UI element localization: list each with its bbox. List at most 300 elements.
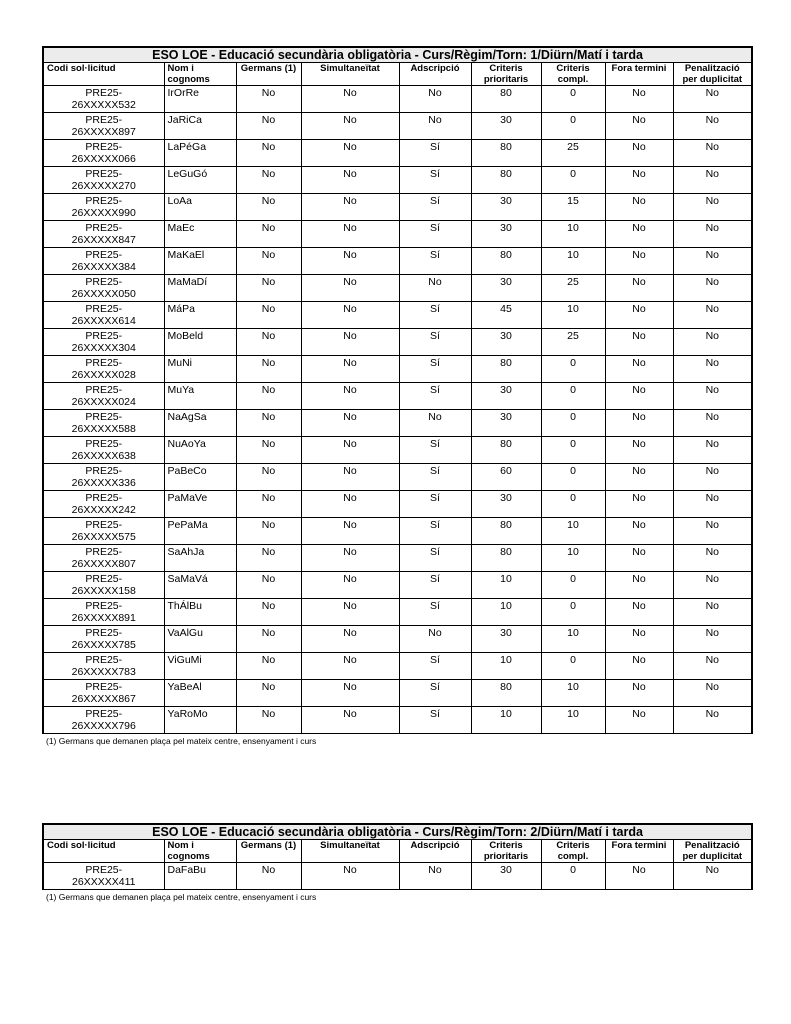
priority-criteria-cell: 45 xyxy=(471,302,541,329)
table-row xyxy=(43,248,752,275)
adscription-cell: Sí xyxy=(399,383,471,410)
duplicity-penalty-cell: No xyxy=(673,329,752,356)
request-code xyxy=(43,464,164,491)
applicant-name: LoAa xyxy=(164,194,236,221)
request-code-line: PRE25- xyxy=(85,411,123,423)
priority-criteria-cell: 10 xyxy=(471,707,541,734)
adscription-cell: Sí xyxy=(399,491,471,518)
table-row xyxy=(43,599,752,626)
applicant-name: VaAlGu xyxy=(164,626,236,653)
request-code xyxy=(43,302,164,329)
request-code-line: 26XXXXX336 xyxy=(71,477,136,489)
late-cell: No xyxy=(605,545,673,572)
request-code xyxy=(43,194,164,221)
late-cell: No xyxy=(605,518,673,545)
column-header: Codi sol·licitud xyxy=(43,840,164,863)
duplicity-penalty-cell: No xyxy=(673,680,752,707)
request-code xyxy=(43,140,164,167)
applicant-name: PaBeCo xyxy=(164,464,236,491)
column-header: Adscripció xyxy=(399,840,471,863)
request-code xyxy=(43,113,164,140)
applicant-name: JaRiCa xyxy=(164,113,236,140)
duplicity-penalty-cell: No xyxy=(673,707,752,734)
admission-table xyxy=(42,46,753,734)
applicant-name: ThÁlBu xyxy=(164,599,236,626)
adscription-cell: Sí xyxy=(399,599,471,626)
table-row xyxy=(43,680,752,707)
request-code-line: 26XXXXX158 xyxy=(71,585,136,597)
applicant-name: NuAoYa xyxy=(164,437,236,464)
siblings-cell: No xyxy=(236,383,301,410)
priority-criteria-cell: 30 xyxy=(471,410,541,437)
siblings-cell: No xyxy=(236,599,301,626)
column-header: Fora termini xyxy=(605,63,673,86)
complementary-criteria-cell: 0 xyxy=(541,410,605,437)
duplicity-penalty-cell: No xyxy=(673,464,752,491)
siblings-cell: No xyxy=(236,653,301,680)
applicant-name: YaBeAl xyxy=(164,680,236,707)
duplicity-penalty-cell: No xyxy=(673,167,752,194)
table-row xyxy=(43,275,752,302)
siblings-cell: No xyxy=(236,113,301,140)
late-cell: No xyxy=(605,491,673,518)
applicant-name: PePaMa xyxy=(164,518,236,545)
request-code xyxy=(43,221,164,248)
duplicity-penalty-cell: No xyxy=(673,437,752,464)
adscription-cell: No xyxy=(399,113,471,140)
request-code-line: 26XXXXX050 xyxy=(71,288,136,300)
request-code xyxy=(43,599,164,626)
complementary-criteria-cell: 0 xyxy=(541,653,605,680)
applicant-name: ViGuMi xyxy=(164,653,236,680)
request-code-line: 26XXXXX614 xyxy=(71,315,136,327)
priority-criteria-cell: 80 xyxy=(471,248,541,275)
column-header: Criteris compl. xyxy=(541,63,605,86)
siblings-cell: No xyxy=(236,572,301,599)
request-code-line: 26XXXXX532 xyxy=(71,99,136,111)
duplicity-penalty-cell: No xyxy=(673,545,752,572)
request-code-line: PRE25- xyxy=(85,438,123,450)
request-code-line: 26XXXXX847 xyxy=(71,234,136,246)
duplicity-penalty-cell: No xyxy=(673,275,752,302)
priority-criteria-cell: 30 xyxy=(471,221,541,248)
late-cell: No xyxy=(605,707,673,734)
table-body xyxy=(43,86,752,734)
priority-criteria-cell: 10 xyxy=(471,572,541,599)
simultaneity-cell: No xyxy=(301,86,399,113)
table-row xyxy=(43,410,752,437)
late-cell: No xyxy=(605,383,673,410)
complementary-criteria-cell: 25 xyxy=(541,275,605,302)
request-code-line: PRE25- xyxy=(85,708,123,720)
request-code xyxy=(43,572,164,599)
request-code-line: 26XXXXX304 xyxy=(71,342,136,354)
table-row xyxy=(43,518,752,545)
applicant-name: NaAgSa xyxy=(164,410,236,437)
late-cell: No xyxy=(605,275,673,302)
applicant-name: DaFaBu xyxy=(164,863,236,890)
request-code-line: 26XXXXX638 xyxy=(71,450,136,462)
siblings-cell: No xyxy=(236,437,301,464)
table-row xyxy=(43,707,752,734)
request-code-line: PRE25- xyxy=(85,249,123,261)
adscription-cell: Sí xyxy=(399,302,471,329)
siblings-cell: No xyxy=(236,86,301,113)
request-code-line: PRE25- xyxy=(85,168,123,180)
complementary-criteria-cell: 10 xyxy=(541,248,605,275)
simultaneity-cell: No xyxy=(301,113,399,140)
adscription-cell: Sí xyxy=(399,545,471,572)
request-code-line: PRE25- xyxy=(85,573,123,585)
table-row xyxy=(43,329,752,356)
simultaneity-cell: No xyxy=(301,248,399,275)
adscription-cell: Sí xyxy=(399,707,471,734)
adscription-cell: Sí xyxy=(399,221,471,248)
column-header: Germans (1) xyxy=(236,63,301,86)
duplicity-penalty-cell: No xyxy=(673,383,752,410)
section-title: ESO LOE - Educació secundària obligatòria - Curs/Règim/Torn: 2/Diürn/Matí i tarda xyxy=(43,824,752,840)
simultaneity-cell: No xyxy=(301,464,399,491)
request-code-line: 26XXXXX897 xyxy=(71,126,136,138)
adscription-cell: No xyxy=(399,626,471,653)
simultaneity-cell: No xyxy=(301,599,399,626)
duplicity-penalty-cell: No xyxy=(673,356,752,383)
priority-criteria-cell: 80 xyxy=(471,545,541,572)
priority-criteria-cell: 80 xyxy=(471,680,541,707)
siblings-cell: No xyxy=(236,140,301,167)
adscription-cell: Sí xyxy=(399,194,471,221)
complementary-criteria-cell: 0 xyxy=(541,572,605,599)
request-code-line: PRE25- xyxy=(85,384,123,396)
simultaneity-cell: No xyxy=(301,383,399,410)
column-header: Criteris compl. xyxy=(541,840,605,863)
complementary-criteria-cell: 0 xyxy=(541,491,605,518)
column-header: Germans (1) xyxy=(236,840,301,863)
complementary-criteria-cell: 0 xyxy=(541,383,605,410)
column-header-row xyxy=(43,63,752,86)
siblings-cell: No xyxy=(236,275,301,302)
priority-criteria-cell: 80 xyxy=(471,167,541,194)
simultaneity-cell: No xyxy=(301,167,399,194)
duplicity-penalty-cell: No xyxy=(673,863,752,890)
adscription-cell: Sí xyxy=(399,167,471,194)
priority-criteria-cell: 10 xyxy=(471,653,541,680)
request-code-line: PRE25- xyxy=(85,681,123,693)
adscription-cell: Sí xyxy=(399,356,471,383)
request-code-line: 26XXXXX028 xyxy=(71,369,136,381)
priority-criteria-cell: 30 xyxy=(471,329,541,356)
duplicity-penalty-cell: No xyxy=(673,140,752,167)
table-row xyxy=(43,491,752,518)
duplicity-penalty-cell: No xyxy=(673,302,752,329)
column-header: Nom i cognoms xyxy=(164,63,236,86)
table-row xyxy=(43,194,752,221)
simultaneity-cell: No xyxy=(301,572,399,599)
duplicity-penalty-cell: No xyxy=(673,518,752,545)
duplicity-penalty-cell: No xyxy=(673,248,752,275)
siblings-cell: No xyxy=(236,194,301,221)
request-code-line: 26XXXXX785 xyxy=(71,639,136,651)
priority-criteria-cell: 30 xyxy=(471,383,541,410)
table-row xyxy=(43,545,752,572)
request-code-line: 26XXXXX891 xyxy=(71,612,136,624)
request-code-line: PRE25- xyxy=(85,141,123,153)
request-code-line: PRE25- xyxy=(85,276,123,288)
request-code-line: 26XXXXX270 xyxy=(71,180,136,192)
column-header: Nom i cognoms xyxy=(164,840,236,863)
table-row xyxy=(43,221,752,248)
siblings-cell: No xyxy=(236,464,301,491)
column-header-row xyxy=(43,840,752,863)
admission-table xyxy=(42,823,753,890)
request-code xyxy=(43,680,164,707)
duplicity-penalty-cell: No xyxy=(673,113,752,140)
column-header: Penalització per duplicitat xyxy=(673,840,752,863)
late-cell: No xyxy=(605,410,673,437)
siblings-cell: No xyxy=(236,167,301,194)
siblings-cell: No xyxy=(236,221,301,248)
siblings-cell: No xyxy=(236,410,301,437)
applicant-name: LeGuGó xyxy=(164,167,236,194)
duplicity-penalty-cell: No xyxy=(673,599,752,626)
simultaneity-cell: No xyxy=(301,140,399,167)
table-row xyxy=(43,437,752,464)
request-code-line: PRE25- xyxy=(85,87,123,99)
siblings-cell: No xyxy=(236,626,301,653)
complementary-criteria-cell: 10 xyxy=(541,302,605,329)
admission-list-section-1 xyxy=(42,46,751,746)
applicant-name: MuNi xyxy=(164,356,236,383)
request-code xyxy=(43,86,164,113)
request-code-line: PRE25- xyxy=(85,864,123,876)
duplicity-penalty-cell: No xyxy=(673,410,752,437)
request-code xyxy=(43,275,164,302)
adscription-cell: No xyxy=(399,275,471,302)
priority-criteria-cell: 30 xyxy=(471,863,541,890)
duplicity-penalty-cell: No xyxy=(673,572,752,599)
admission-list-section-2 xyxy=(42,823,751,902)
table-row xyxy=(43,383,752,410)
late-cell: No xyxy=(605,167,673,194)
adscription-cell: Sí xyxy=(399,653,471,680)
priority-criteria-cell: 80 xyxy=(471,437,541,464)
request-code-line: 26XXXXX807 xyxy=(71,558,136,570)
column-header: Simultaneïtat xyxy=(301,840,399,863)
adscription-cell: Sí xyxy=(399,248,471,275)
simultaneity-cell: No xyxy=(301,275,399,302)
request-code xyxy=(43,863,164,890)
request-code-line: PRE25- xyxy=(85,519,123,531)
siblings-cell: No xyxy=(236,248,301,275)
request-code xyxy=(43,437,164,464)
request-code-line: 26XXXXX796 xyxy=(71,720,136,732)
section-title: ESO LOE - Educació secundària obligatòria - Curs/Règim/Torn: 1/Diürn/Matí i tarda xyxy=(43,47,752,63)
simultaneity-cell: No xyxy=(301,437,399,464)
request-code-line: 26XXXXX024 xyxy=(71,396,136,408)
adscription-cell: No xyxy=(399,86,471,113)
column-header: Criteris prioritaris xyxy=(471,840,541,863)
late-cell: No xyxy=(605,221,673,248)
siblings-cell: No xyxy=(236,356,301,383)
table-row xyxy=(43,302,752,329)
priority-criteria-cell: 80 xyxy=(471,518,541,545)
simultaneity-cell: No xyxy=(301,863,399,890)
table-row xyxy=(43,653,752,680)
duplicity-penalty-cell: No xyxy=(673,653,752,680)
footnote: (1) Germans que demanen plaça pel mateix centre, ensenyament i curs xyxy=(46,736,317,746)
adscription-cell: Sí xyxy=(399,329,471,356)
applicant-name: SaAhJa xyxy=(164,545,236,572)
priority-criteria-cell: 30 xyxy=(471,491,541,518)
table-row xyxy=(43,356,752,383)
complementary-criteria-cell: 0 xyxy=(541,86,605,113)
request-code-line: PRE25- xyxy=(85,546,123,558)
table-row xyxy=(43,863,752,890)
column-header: Simultaneïtat xyxy=(301,63,399,86)
priority-criteria-cell: 10 xyxy=(471,599,541,626)
applicant-name: IrOrRe xyxy=(164,86,236,113)
priority-criteria-cell: 30 xyxy=(471,113,541,140)
adscription-cell: No xyxy=(399,863,471,890)
late-cell: No xyxy=(605,113,673,140)
simultaneity-cell: No xyxy=(301,545,399,572)
request-code xyxy=(43,545,164,572)
request-code xyxy=(43,653,164,680)
simultaneity-cell: No xyxy=(301,410,399,437)
adscription-cell: Sí xyxy=(399,437,471,464)
applicant-name: PaMaVe xyxy=(164,491,236,518)
priority-criteria-cell: 30 xyxy=(471,275,541,302)
priority-criteria-cell: 60 xyxy=(471,464,541,491)
siblings-cell: No xyxy=(236,329,301,356)
request-code-line: PRE25- xyxy=(85,114,123,126)
request-code-line: PRE25- xyxy=(85,303,123,315)
simultaneity-cell: No xyxy=(301,707,399,734)
priority-criteria-cell: 30 xyxy=(471,194,541,221)
request-code-line: PRE25- xyxy=(85,654,123,666)
duplicity-penalty-cell: No xyxy=(673,626,752,653)
table-row xyxy=(43,140,752,167)
complementary-criteria-cell: 10 xyxy=(541,545,605,572)
column-header: Adscripció xyxy=(399,63,471,86)
request-code xyxy=(43,707,164,734)
duplicity-penalty-cell: No xyxy=(673,221,752,248)
request-code-line: 26XXXXX242 xyxy=(71,504,136,516)
request-code-line: 26XXXXX588 xyxy=(71,423,136,435)
late-cell: No xyxy=(605,437,673,464)
complementary-criteria-cell: 10 xyxy=(541,626,605,653)
request-code xyxy=(43,383,164,410)
table-row xyxy=(43,167,752,194)
applicant-name: SaMaVá xyxy=(164,572,236,599)
complementary-criteria-cell: 25 xyxy=(541,329,605,356)
adscription-cell: Sí xyxy=(399,680,471,707)
siblings-cell: No xyxy=(236,302,301,329)
footnote: (1) Germans que demanen plaça pel mateix centre, ensenyament i curs xyxy=(46,892,317,902)
complementary-criteria-cell: 0 xyxy=(541,464,605,491)
complementary-criteria-cell: 0 xyxy=(541,863,605,890)
table-row xyxy=(43,626,752,653)
simultaneity-cell: No xyxy=(301,302,399,329)
late-cell: No xyxy=(605,302,673,329)
priority-criteria-cell: 30 xyxy=(471,626,541,653)
request-code xyxy=(43,356,164,383)
duplicity-penalty-cell: No xyxy=(673,491,752,518)
request-code-line: PRE25- xyxy=(85,195,123,207)
simultaneity-cell: No xyxy=(301,356,399,383)
request-code-line: 26XXXXX575 xyxy=(71,531,136,543)
late-cell: No xyxy=(605,86,673,113)
complementary-criteria-cell: 0 xyxy=(541,599,605,626)
column-header: Penalització per duplicitat xyxy=(673,63,752,86)
simultaneity-cell: No xyxy=(301,329,399,356)
complementary-criteria-cell: 0 xyxy=(541,113,605,140)
request-code xyxy=(43,329,164,356)
request-code xyxy=(43,167,164,194)
request-code-line: 26XXXXX384 xyxy=(71,261,136,273)
simultaneity-cell: No xyxy=(301,626,399,653)
late-cell: No xyxy=(605,680,673,707)
late-cell: No xyxy=(605,464,673,491)
duplicity-penalty-cell: No xyxy=(673,194,752,221)
complementary-criteria-cell: 0 xyxy=(541,356,605,383)
adscription-cell: Sí xyxy=(399,572,471,599)
late-cell: No xyxy=(605,329,673,356)
applicant-name: MaKaEl xyxy=(164,248,236,275)
siblings-cell: No xyxy=(236,518,301,545)
complementary-criteria-cell: 0 xyxy=(541,167,605,194)
siblings-cell: No xyxy=(236,545,301,572)
table-row xyxy=(43,86,752,113)
priority-criteria-cell: 80 xyxy=(471,140,541,167)
late-cell: No xyxy=(605,572,673,599)
request-code-line: PRE25- xyxy=(85,627,123,639)
request-code xyxy=(43,626,164,653)
simultaneity-cell: No xyxy=(301,194,399,221)
complementary-criteria-cell: 15 xyxy=(541,194,605,221)
complementary-criteria-cell: 10 xyxy=(541,221,605,248)
siblings-cell: No xyxy=(236,863,301,890)
late-cell: No xyxy=(605,599,673,626)
adscription-cell: Sí xyxy=(399,464,471,491)
simultaneity-cell: No xyxy=(301,221,399,248)
request-code xyxy=(43,410,164,437)
request-code-line: PRE25- xyxy=(85,330,123,342)
duplicity-penalty-cell: No xyxy=(673,86,752,113)
table-body xyxy=(43,863,752,890)
siblings-cell: No xyxy=(236,491,301,518)
simultaneity-cell: No xyxy=(301,653,399,680)
request-code-line: 26XXXXX990 xyxy=(71,207,136,219)
column-header: Criteris prioritaris xyxy=(471,63,541,86)
column-header: Fora termini xyxy=(605,840,673,863)
complementary-criteria-cell: 10 xyxy=(541,707,605,734)
complementary-criteria-cell: 25 xyxy=(541,140,605,167)
simultaneity-cell: No xyxy=(301,680,399,707)
applicant-name: MuYa xyxy=(164,383,236,410)
request-code xyxy=(43,491,164,518)
late-cell: No xyxy=(605,626,673,653)
siblings-cell: No xyxy=(236,707,301,734)
applicant-name: MaEc xyxy=(164,221,236,248)
adscription-cell: No xyxy=(399,410,471,437)
table-row xyxy=(43,572,752,599)
request-code-line: 26XXXXX783 xyxy=(71,666,136,678)
applicant-name: MáPa xyxy=(164,302,236,329)
priority-criteria-cell: 80 xyxy=(471,86,541,113)
complementary-criteria-cell: 10 xyxy=(541,518,605,545)
request-code xyxy=(43,518,164,545)
